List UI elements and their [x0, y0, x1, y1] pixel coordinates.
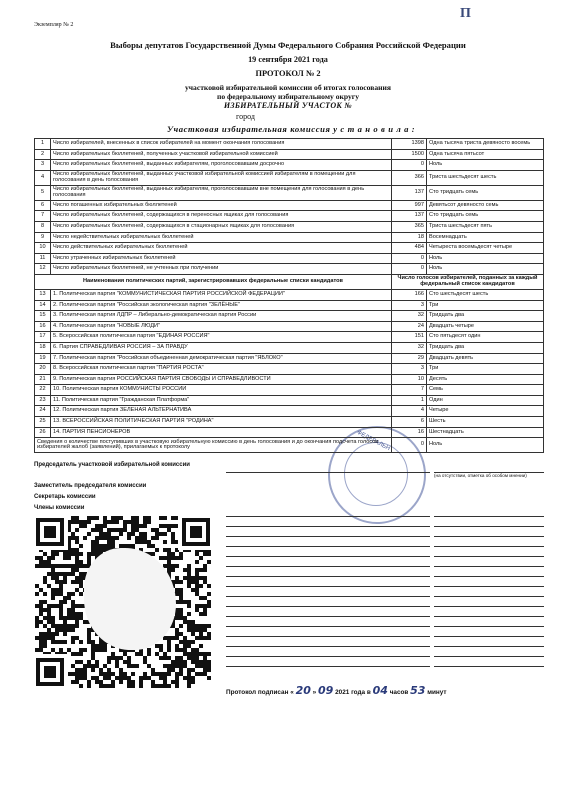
protocol-table [34, 138, 544, 453]
complaints-label: Сведения о количестве поступивших в участковую избирательную комиссию в день голосования и до окончания подсчета голосов избирателей жалоб (заявлений), прилагаемых к протоколу [35, 438, 392, 453]
line-number: 4 [35, 170, 51, 185]
line-number: 11 [35, 253, 51, 264]
signed-sep: » [312, 689, 317, 696]
line-label: 7. Политическая партия "Российская объединенная демократическая партия "ЯБЛОКО" [51, 353, 392, 364]
line-label: 9. Политическая партия РОССИЙСКАЯ ПАРТИЯ СВОБОДЫ И СПРАВЕДЛИВОСТИ [51, 374, 392, 385]
line-label: 8. Всероссийская политическая партия "ПАРТИЯ РОСТА" [51, 364, 392, 375]
election-date: 19 сентября 2021 года [248, 55, 328, 64]
party-result-row [35, 364, 544, 375]
protocol-signed-line [226, 684, 447, 697]
line-value: 1398 [392, 139, 427, 150]
line-label: 10. Политическая партия КОММУНИСТЫ РОССИИ [51, 385, 392, 396]
protocol-subtitle-1: участковой избирательной комиссии об итогах голосования [184, 83, 392, 92]
parties-header-right: Число голосов избирателей, поданных за каждый федеральный список кандидатов [392, 274, 544, 289]
line-words: Девятьсот девяносто семь [427, 200, 544, 211]
line-value: 6 [392, 417, 427, 428]
line-label: Число избирательных бюллетеней, выданных избирателям, проголосовавшим досрочно [51, 160, 392, 171]
line-number: 19 [35, 353, 51, 364]
protocol-line-row [35, 264, 544, 275]
protocol-line-row [35, 232, 544, 243]
parties-header-row [35, 274, 544, 289]
member-sign-line [434, 546, 544, 547]
line-words: Сто пятьдесят один [427, 332, 544, 343]
line-value: 7 [392, 385, 427, 396]
line-value: 16 [392, 427, 427, 438]
member-sign-line [226, 646, 430, 647]
line-value: 29 [392, 353, 427, 364]
chair-label: Председатель участковой избирательной комиссии [34, 462, 190, 468]
line-label: Число избирательных бюллетеней, содержащихся в стационарных ящиках для голосования [51, 221, 392, 232]
line-words: Триста шестьдесят шесть [427, 170, 544, 185]
line-number: 17 [35, 332, 51, 343]
party-result-row [35, 427, 544, 438]
line-value: 32 [392, 311, 427, 322]
line-label: Число избирательных бюллетеней, выданных избирателям, проголосовавшим вне помещения для голосования в день голосования [51, 185, 392, 200]
party-result-row [35, 300, 544, 311]
member-sign-line [226, 586, 430, 587]
line-words: Семь [427, 385, 544, 396]
members-label: Члены комиссии [34, 505, 85, 511]
party-result-row [35, 321, 544, 332]
signed-hours-label: часов [389, 689, 409, 696]
line-words: Тридцать два [427, 311, 544, 322]
party-result-row [35, 332, 544, 343]
line-label: Число недействительных избирательных бюллетеней [51, 232, 392, 243]
line-value: 0 [392, 264, 427, 275]
line-value: 24 [392, 321, 427, 332]
line-value: 4 [392, 406, 427, 417]
protocol-line-row [35, 170, 544, 185]
member-sign-line [226, 516, 430, 517]
line-number: 5 [35, 185, 51, 200]
line-value: 0 [392, 160, 427, 171]
party-result-row [35, 353, 544, 364]
line-value: 365 [392, 221, 427, 232]
line-words: Три [427, 300, 544, 311]
line-label: Число избирателей, внесенных в список избирателей на момент окончания голосования [51, 139, 392, 150]
line-words: Одна тысяча пятьсот [427, 149, 544, 160]
protocol-line-row [35, 243, 544, 254]
line-number: 7 [35, 211, 51, 222]
member-sign-line [226, 596, 430, 597]
deputy-label: Заместитель председателя комиссии [34, 483, 147, 489]
signed-prefix: Протокол подписан « [226, 689, 294, 696]
member-sign-line [226, 616, 430, 617]
party-result-row [35, 385, 544, 396]
member-sign-line [434, 666, 544, 667]
line-words: Ноль [427, 264, 544, 275]
line-value: 18 [392, 232, 427, 243]
line-label: Число избирательных бюллетеней, полученных участковой избирательной комиссией [51, 149, 392, 160]
line-label: 1. Политическая партия "КОММУНИСТИЧЕСКАЯ ПАРТИЯ РОССИЙСКОЙ ФЕДЕРАЦИИ" [51, 289, 392, 300]
line-number: 18 [35, 342, 51, 353]
protocol-subtitle-2: по федеральному избирательному округу [216, 92, 360, 101]
line-number: 3 [35, 160, 51, 171]
corner-stamp: П [460, 6, 473, 21]
line-words: Двадцать четыре [427, 321, 544, 332]
line-words: Десять [427, 374, 544, 385]
line-label: 11. Политическая партия "Гражданская Платформа" [51, 395, 392, 406]
secretary-label: Секретарь комиссии [34, 494, 96, 500]
line-label: 14. ПАРТИЯ ПЕНСИОНЕРОВ [51, 427, 392, 438]
member-sign-line [226, 556, 430, 557]
member-sign-line [434, 536, 544, 537]
protocol-line-row [35, 221, 544, 232]
line-value: 997 [392, 200, 427, 211]
member-sign-line [434, 516, 544, 517]
line-value: 137 [392, 211, 427, 222]
member-sign-line [434, 586, 544, 587]
line-value: 32 [392, 342, 427, 353]
absence-note: (на отсутствии, отметка об особом мнении) [434, 473, 527, 478]
party-result-row [35, 406, 544, 417]
precinct-number: ИЗБИРАТЕЛЬНЫЙ УЧАСТОК № [223, 101, 353, 110]
member-sign-line [434, 606, 544, 607]
line-label: Число избирательных бюллетеней, выданных участковой избирательной комиссией избирателям в помещении для голосования в день голосования [51, 170, 392, 185]
party-result-row [35, 289, 544, 300]
line-number: 9 [35, 232, 51, 243]
line-number: 22 [35, 385, 51, 396]
protocol-line-row [35, 200, 544, 211]
line-value: 484 [392, 243, 427, 254]
signed-hour: 04 [372, 684, 388, 697]
signed-year: 2021 года в [335, 689, 371, 696]
line-number: 24 [35, 406, 51, 417]
party-result-row [35, 374, 544, 385]
line-label: 12. Политическая партия ЗЕЛЕНАЯ АЛЬТЕРНАТИВА [51, 406, 392, 417]
party-result-row [35, 342, 544, 353]
line-value: 0 [392, 253, 427, 264]
line-label: 2. Политическая партия "Российская экологическая партия "ЗЕЛЁНЫЕ" [51, 300, 392, 311]
line-value: 1 [392, 395, 427, 406]
line-words: Тридцать два [427, 342, 544, 353]
complaints-value: 0 [392, 438, 427, 453]
line-number: 14 [35, 300, 51, 311]
member-sign-line [434, 526, 544, 527]
member-sign-line [226, 666, 430, 667]
member-sign-line [226, 526, 430, 527]
line-number: 16 [35, 321, 51, 332]
signed-day: 20 [295, 684, 311, 697]
town-label: город [236, 112, 255, 121]
line-words: Шестнадцать [427, 427, 544, 438]
line-number: 15 [35, 311, 51, 322]
protocol-line-row [35, 160, 544, 171]
line-words: Сто шестьдесят шесть [427, 289, 544, 300]
party-result-row [35, 417, 544, 428]
line-value: 151 [392, 332, 427, 343]
member-sign-line [434, 596, 544, 597]
parties-header-left: Наименования политических партий, зарегистрировавших федеральные списки кандидатов [35, 274, 392, 289]
party-result-row [35, 311, 544, 322]
protocol-line-row [35, 211, 544, 222]
line-value: 3 [392, 300, 427, 311]
protocol-line-row [35, 253, 544, 264]
line-label: Число действительных избирательных бюллетеней [51, 243, 392, 254]
line-label: Число избирательных бюллетеней, содержащихся в переносных ящиках для голосования [51, 211, 392, 222]
line-words: Триста шестьдесят пять [427, 221, 544, 232]
line-words: Ноль [427, 253, 544, 264]
member-sign-line [226, 566, 430, 567]
line-value: 10 [392, 374, 427, 385]
member-sign-line [434, 636, 544, 637]
copy-number: Экземпляр № 2 [34, 22, 74, 28]
line-words: Восемнадцать [427, 232, 544, 243]
line-value: 166 [392, 289, 427, 300]
member-sign-line [226, 536, 430, 537]
line-value: 366 [392, 170, 427, 185]
line-words: Четыре [427, 406, 544, 417]
protocol-title: ПРОТОКОЛ № 2 [255, 69, 321, 78]
line-label: Число избирательных бюллетеней, не учтенных при получении [51, 264, 392, 275]
line-words: Одна тысяча триста девяносто восемь [427, 139, 544, 150]
commission-established: Участковая избирательная комиссия у с т а н о в и л а : [167, 124, 416, 134]
line-number: 1 [35, 139, 51, 150]
chair-sign-line [226, 472, 430, 473]
protocol-line-row [35, 139, 544, 150]
member-sign-line [226, 656, 430, 657]
member-sign-line [434, 646, 544, 647]
member-sign-line [434, 576, 544, 577]
signed-minutes-label: минут [427, 689, 447, 696]
member-sign-line [434, 566, 544, 567]
line-value: 3 [392, 364, 427, 375]
line-words: Четыреста восемьдесят четыре [427, 243, 544, 254]
party-result-row [35, 395, 544, 406]
stamp-text: ФЕДЕРАЛЬН [355, 429, 391, 453]
line-words: Ноль [427, 160, 544, 171]
member-sign-line [226, 636, 430, 637]
line-number: 2 [35, 149, 51, 160]
line-number: 8 [35, 221, 51, 232]
line-number: 12 [35, 264, 51, 275]
line-words: Три [427, 364, 544, 375]
protocol-line-row [35, 149, 544, 160]
member-sign-line [226, 576, 430, 577]
member-sign-line [226, 606, 430, 607]
line-number: 21 [35, 374, 51, 385]
line-value: 1500 [392, 149, 427, 160]
line-label: 6. Партия СПРАВЕДЛИВАЯ РОССИЯ – ЗА ПРАВДУ [51, 342, 392, 353]
member-sign-line [226, 626, 430, 627]
line-label: 5. Всероссийская политическая партия "ЕДИНАЯ РОССИЯ" [51, 332, 392, 343]
member-sign-line [226, 546, 430, 547]
election-title: Выборы депутатов Государственной Думы Федерального Собрания Российской Федерации [110, 40, 466, 50]
line-number: 25 [35, 417, 51, 428]
line-value: 137 [392, 185, 427, 200]
complaints-words: Ноль [427, 438, 544, 453]
line-words: Один [427, 395, 544, 406]
signed-month: 09 [318, 684, 334, 697]
line-label: 3. Политическая партия ЛДПР – Либерально-демократическая партия России [51, 311, 392, 322]
line-number: 6 [35, 200, 51, 211]
line-label: 4. Политическая партия "НОВЫЕ ЛЮДИ" [51, 321, 392, 332]
member-sign-line [434, 616, 544, 617]
line-number: 23 [35, 395, 51, 406]
line-words: Сто тридцать семь [427, 211, 544, 222]
line-number: 10 [35, 243, 51, 254]
member-sign-line [434, 556, 544, 557]
line-words: Шесть [427, 417, 544, 428]
protocol-line-row [35, 185, 544, 200]
member-sign-line [434, 626, 544, 627]
line-number: 20 [35, 364, 51, 375]
line-words: Двадцать девять [427, 353, 544, 364]
complaints-row [35, 438, 544, 453]
signed-minute: 53 [410, 684, 426, 697]
line-label: Число погашенных избирательных бюллетеней [51, 200, 392, 211]
line-words: Сто тридцать семь [427, 185, 544, 200]
line-number: 26 [35, 427, 51, 438]
line-label: Число утраченных избирательных бюллетеней [51, 253, 392, 264]
line-number: 13 [35, 289, 51, 300]
member-sign-line [434, 656, 544, 657]
line-label: 13. ВСЕРОССИЙСКАЯ ПОЛИТИЧЕСКАЯ ПАРТИЯ "РОДИНА" [51, 417, 392, 428]
